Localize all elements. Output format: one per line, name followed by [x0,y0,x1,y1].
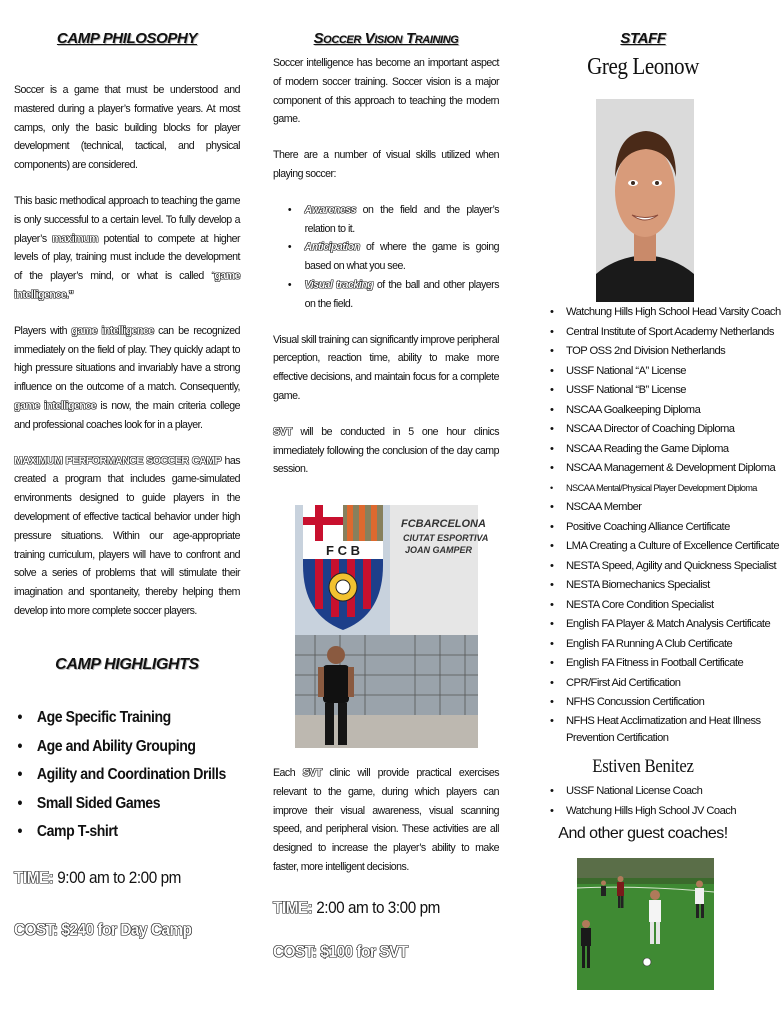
training-field-photo [577,858,714,990]
coach1-credentials [550,303,781,748]
visual-skills-list [273,201,499,314]
philosophy-paragraph-4: MAXIMUM PERFORMANCE SOCCER CAMP has created a program that includes game-simulated environments designed to guide players in the development of effective tactical behavior under high pressure situations. Within our age-appropriate training curriculum, players will have to confront and solve a series of problems that will stimulate their imagination and spontaneity, thereby helping them develop into more complete soccer players. [14,454,240,617]
list-item: • NSCAA Director of Coaching Diploma [550,420,765,440]
vision-paragraph-4: SVT will be conducted in 5 one hour clinics immediately following the conclusion of the day camp session. [273,425,499,476]
vision-paragraph-5: Each SVT clinic will provide practical exercises relevant to the game, during which players can improve their visual awareness, visual scanning speed, and peripheral vision. These activities are all designed to increase the player’s ability to make faster, more intelligent decisions. [273,767,499,873]
coach2-name: Estiven Benitez [592,756,694,777]
philosophy-paragraph-1: Soccer is a game that must be understood and mastered during a player’s formative years. At most camps, only the basic building blocks for player development (technical, tactical, and physical components) are considered. [14,84,240,172]
coach2-credentials [550,782,760,821]
list-item: • Agility and Coordination Drills [14,761,226,790]
list-item: • NSCAA Reading the Game Diploma [550,440,765,460]
svt-time: TIME: 2:00 am to 3:00 pm [273,898,440,917]
list-item: • NSCAA Management & Development Diploma [550,459,765,479]
list-item: • NSCAA Mental/Physical Player Development Diploma [550,479,765,499]
camp-cost: COST: $240 for Day Camp [14,920,192,939]
list-item: • Awareness on the field and the player’s relation to it. [288,201,499,239]
vision-paragraph-1: Soccer intelligence has become an important aspect of modern soccer training. Soccer vision is a major component of this approach to teaching the modern game. [273,57,499,126]
vision-paragraph-3: Visual skill training can significantly improve peripheral perception, reaction time, ability to make more effective decisions, and maintain focus for a complete game. [273,333,499,402]
coach1-name: Greg Leonow [587,54,699,80]
sign-text-1: FCBARCELONA [401,518,486,530]
list-item: • English FA Player & Match Analysis Certificate [550,615,765,635]
camp-time: TIME: 9:00 am to 2:00 pm [14,868,181,887]
guest-coaches-text: And other guest coaches! [558,825,728,842]
list-item: • USSF National License Coach [550,782,760,802]
list-item: • NSCAA Goalkeeping Diploma [550,401,765,421]
barcelona-photo [295,505,489,748]
list-item: • LMA Creating a Culture of Excellence Certificate [550,537,765,557]
camp-highlights-heading: CAMP HIGHLIGHTS [55,656,199,673]
staff-heading: STAFF [620,30,666,47]
soccer-vision-column [273,30,499,496]
coach1-photo [596,99,694,302]
vision-paragraph-2: There are a number of visual skills utilized when playing soccer: [273,149,499,180]
list-item: • English FA Fitness in Football Certificate [550,654,765,674]
list-item: • Visual tracking of the ball and other players on the field. [288,276,499,314]
camp-philosophy-column [14,30,240,939]
list-item: • NFHS Heat Acclimatization and Heat Illness Prevention Certification [550,713,765,748]
philosophy-paragraph-2: This basic methodical approach to teaching the game is only successful to a certain level. To fully develop a player’s maximum potential to compete at higher levels of play, training must include the development of the player’s mind, or what is called “game intelligence.” [14,194,240,301]
philosophy-paragraph-3: Players with game intelligence can be recognized immediately on the field of play. They quickly adapt to high pressure situations and invariably have a strong influence on the outcome of a match. Consequently, game intelligence is now, the main criteria college and professional coaches look for in a player. [14,324,240,431]
list-item: • CPR/First Aid Certification [550,674,765,694]
sign-text-3: JOAN GAMPER [405,545,473,555]
list-item: • Positive Coaching Alliance Certificate [550,518,765,538]
list-item: • NESTA Biomechanics Specialist [550,576,765,596]
soccer-vision-heading: Soccer Vision Training [313,30,459,47]
list-item: • Watchung Hills High School Head Varsity Coach [550,303,765,323]
sign-text-2: CIUTAT ESPORTIVA [403,533,489,543]
list-item: • Small Sided Games [14,790,226,819]
list-item: • NESTA Speed, Agility and Quickness Specialist [550,557,765,577]
list-item: • Camp T-shirt [14,818,226,847]
camp-highlights-list [14,704,255,847]
staff-column [548,30,758,81]
list-item: • Watchung Hills High School JV Coach [550,802,760,822]
list-item: • Central Institute of Sport Academy Netherlands [550,323,765,343]
list-item: • NSCAA Member [550,498,765,518]
list-item: • Age and Ability Grouping [14,733,226,762]
list-item: • NESTA Core Condition Specialist [550,596,765,616]
list-item: • Age Specific Training [14,704,226,733]
list-item: • USSF National “A” License [550,362,765,382]
camp-philosophy-heading: CAMP PHILOSOPHY [56,30,198,47]
list-item: • USSF National “B” License [550,381,765,401]
crest-text: F C B [326,543,360,558]
list-item: • TOP OSS 2nd Division Netherlands [550,342,765,362]
list-item: • Anticipation of where the game is going based on what you see. [288,238,499,276]
svt-cost: COST: $100 for SVT [273,942,408,961]
list-item: • NFHS Concussion Certification [550,693,765,713]
list-item: • English FA Running A Club Certificate [550,635,765,655]
